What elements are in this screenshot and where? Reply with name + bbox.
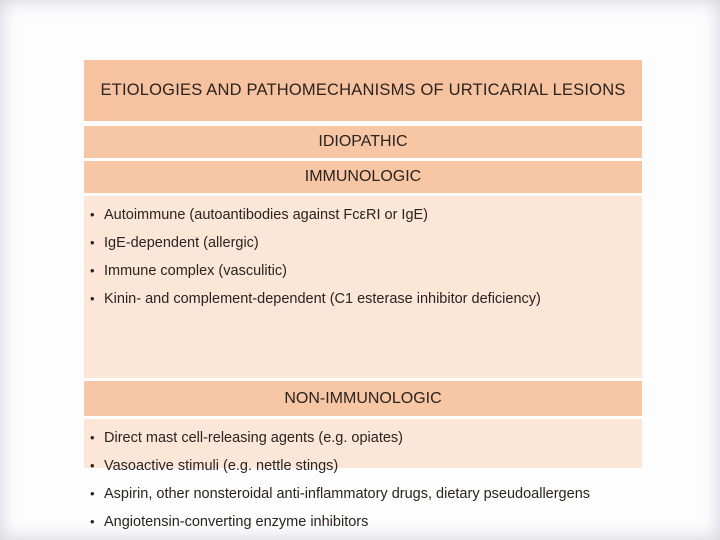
bullet-icon: • <box>90 458 95 473</box>
list-item-text: Autoimmune (autoantibodies against FcεRI or IgE) <box>104 207 429 223</box>
section-header-non-immunologic: NON-IMMUNOLOGIC <box>84 381 642 416</box>
list-item <box>84 201 642 229</box>
non-immunologic-list <box>84 424 642 536</box>
list-item-text: Direct mast cell-releasing agents (e.g. opiates) <box>104 430 403 446</box>
table-title: ETIOLOGIES AND PATHOMECHANISMS OF URTICARIAL LESIONS <box>84 60 642 121</box>
list-item-text: Vasoactive stimuli (e.g. nettle stings) <box>104 458 339 474</box>
immunologic-list <box>84 201 642 313</box>
list-item-text: IgE-dependent (allergic) <box>104 235 259 251</box>
bullet-icon: • <box>90 430 95 445</box>
list-item <box>84 229 642 257</box>
list-item-text: Angiotensin-converting enzyme inhibitors <box>104 514 369 530</box>
bullet-icon: • <box>90 207 95 222</box>
list-item <box>84 508 642 536</box>
section-header-idiopathic: IDIOPATHIC <box>84 126 642 158</box>
list-item <box>84 285 642 313</box>
etiologies-table <box>84 60 642 530</box>
bullet-icon: • <box>90 291 95 306</box>
list-item-text: Kinin- and complement-dependent (C1 esterase inhibitor deficiency) <box>104 291 541 307</box>
section-header-immunologic: IMMUNOLOGIC <box>84 161 642 193</box>
list-item <box>84 424 642 452</box>
list-item-text: Aspirin, other nonsteroidal anti-inflammatory drugs, dietary pseudoallergens <box>104 486 591 502</box>
bullet-icon: • <box>90 235 95 250</box>
bullet-icon: • <box>90 486 95 501</box>
list-item-text: Immune complex (vasculitic) <box>104 263 287 279</box>
bullet-icon: • <box>90 263 95 278</box>
list-item <box>84 257 642 285</box>
list-item <box>84 480 642 508</box>
list-item <box>84 452 642 480</box>
bullet-icon: • <box>90 514 95 529</box>
